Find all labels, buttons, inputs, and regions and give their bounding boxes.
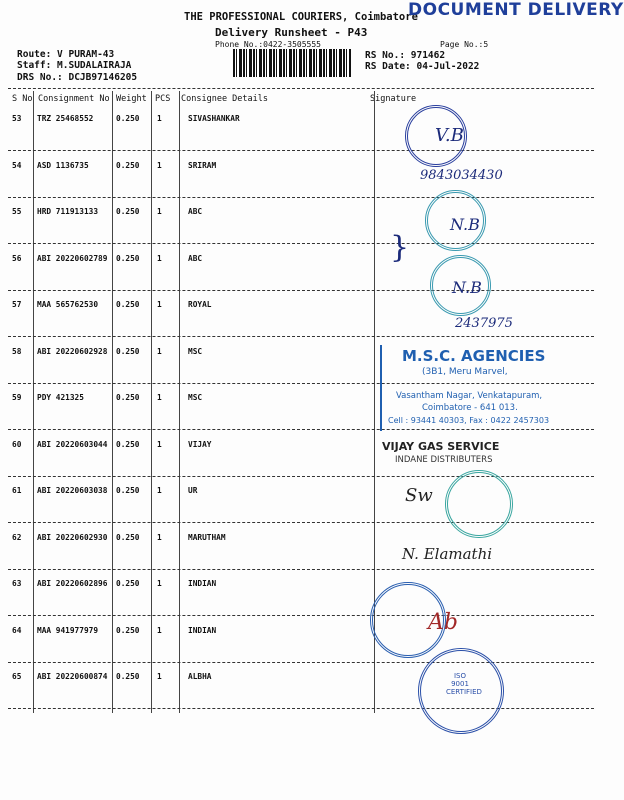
row-consignment: ABI 20220602896 (37, 579, 108, 588)
row-sno: 65 (12, 672, 22, 681)
signature-mark: N. Elamathi (402, 545, 493, 563)
row-consignee: VIJAY (188, 439, 212, 449)
signature-mark: N.B (452, 278, 482, 297)
row-consignee: ABC (188, 207, 203, 216)
row-weight: 0.250 (116, 114, 140, 123)
row-rule (8, 662, 594, 663)
staff: Staff: M.SUDALAIRAJA (17, 60, 132, 71)
row-weight: 0.250 (116, 579, 140, 588)
row-pcs: 1 (157, 672, 162, 681)
row-sno: 54 (12, 160, 22, 170)
row-consignment: ABI 20220602928 (37, 346, 108, 356)
row-rule (8, 243, 594, 244)
row-sno: 56 (12, 253, 22, 263)
col-signature: Signature (370, 94, 417, 104)
vijay-gas-name: VIJAY GAS SERVICE (382, 440, 500, 453)
row-sno: 60 (12, 439, 22, 449)
row-weight: 0.250 (116, 207, 140, 216)
row-weight: 0.250 (116, 300, 140, 309)
row-consignment: ASD 1136735 (37, 160, 89, 170)
row-pcs: 1 (157, 346, 162, 356)
row-pcs: 1 (157, 253, 162, 263)
row-pcs: 1 (157, 393, 162, 402)
column-divider (33, 91, 34, 713)
row-rule (8, 290, 594, 291)
row-consignee: MARUTHAM (188, 532, 226, 542)
row-sno: 62 (12, 532, 22, 542)
row-consignee: INDIAN (188, 579, 217, 588)
col-consignee: Consignee Details (181, 94, 268, 104)
row-pcs: 1 (157, 486, 162, 495)
row-consignment: PDY 421325 (37, 393, 84, 402)
row-consignment: ABI 20220603044 (37, 439, 108, 449)
row-weight: 0.250 (116, 532, 140, 542)
msc-contact: Cell : 93441 40303, Fax : 0422 2457303 (388, 416, 550, 425)
msc-address-line: Coimbatore - 641 013. (422, 403, 518, 413)
column-divider (179, 91, 180, 713)
barcode (233, 49, 351, 77)
marketing-round-stamp (445, 470, 513, 538)
msc-address-line: Vasantham Nagar, Venkatapuram, (396, 391, 543, 401)
column-divider (151, 91, 152, 713)
row-consignee: SRIRAM (188, 160, 217, 170)
row-consignee: INDIAN (188, 625, 217, 635)
alpha-iso: ISO (453, 672, 467, 680)
row-weight: 0.250 (116, 160, 140, 170)
row-rule (8, 615, 594, 616)
row-consignee: ROYAL (188, 300, 212, 309)
row-pcs: 1 (157, 160, 162, 170)
msc-address-line: (3B1, Meru Marvel, (422, 367, 508, 377)
row-rule (8, 476, 594, 477)
handwritten-phone: 9843034430 (420, 168, 503, 183)
row-consignment: HRD 711913133 (37, 207, 99, 216)
page-number: Page No.:5 (440, 40, 489, 49)
row-rule (8, 150, 594, 151)
rs-number: RS No.: 971462 (365, 50, 446, 61)
row-sno: 57 (12, 300, 22, 309)
col-pcs: PCS (155, 94, 171, 104)
alpha-9001: 9001 (451, 680, 469, 688)
col-consignment: Consignment No (38, 94, 110, 104)
row-weight: 0.250 (116, 393, 140, 402)
row-pcs: 1 (157, 207, 162, 216)
phone-number: Phone No.:0422-3505555 (215, 40, 321, 49)
row-pcs: 1 (157, 625, 162, 635)
row-sno: 59 (12, 393, 22, 402)
route: Route: V PURAM-43 (17, 49, 115, 60)
row-consignment: ABI 20220600874 (37, 672, 108, 681)
row-rule (8, 569, 594, 570)
row-consignment: MAA 565762530 (37, 300, 99, 309)
msc-name: M.S.C. AGENCIES (402, 347, 546, 365)
row-consignment: ABI 20220602789 (37, 253, 108, 263)
row-weight: 0.250 (116, 346, 140, 356)
row-rule (8, 336, 594, 337)
row-weight: 0.250 (116, 672, 140, 681)
handwritten-phone: 2437975 (455, 316, 513, 331)
alpha-iso-text (446, 672, 482, 696)
row-sno: 61 (12, 486, 22, 495)
row-consignment: MAA 941977979 (37, 625, 99, 635)
vijay-gas-sub: INDANE DISTRIBUTERS (395, 455, 493, 465)
row-weight: 0.250 (116, 439, 140, 449)
header-rule (8, 88, 594, 89)
row-sno: 63 (12, 579, 22, 588)
row-sno: 53 (12, 114, 22, 123)
row-weight: 0.250 (116, 625, 140, 635)
column-divider (112, 91, 113, 713)
row-rule (8, 197, 594, 198)
signature-mark: Sw (405, 485, 433, 506)
row-pcs: 1 (157, 579, 162, 588)
msc-agencies-stamp (380, 345, 570, 431)
row-rule (8, 708, 594, 709)
row-pcs: 1 (157, 114, 162, 123)
row-consignment: ABI 20220603038 (37, 486, 108, 495)
row-consignee: MSC (188, 346, 203, 356)
row-pcs: 1 (157, 439, 162, 449)
row-consignee: ALBHA (188, 672, 212, 681)
row-weight: 0.250 (116, 253, 140, 263)
row-pcs: 1 (157, 300, 162, 309)
signature-mark: N.B (450, 215, 480, 234)
row-consignee: MSC (188, 393, 203, 402)
row-sno: 58 (12, 346, 22, 356)
row-consignment: TRZ 25468552 (37, 114, 94, 123)
drs-number: DRS No.: DCJB97146205 (17, 72, 138, 83)
row-consignee: UR (188, 486, 198, 495)
alpha-certified: CERTIFIED (446, 688, 482, 696)
col-weight: Weight (116, 94, 147, 104)
brace-mark: } (390, 230, 410, 265)
row-pcs: 1 (157, 532, 162, 542)
row-sno: 55 (12, 207, 22, 216)
row-consignment: ABI 20220602930 (37, 532, 108, 542)
document-delivery-stamp: DOCUMENT DELIVERY (408, 0, 624, 20)
row-consignee: ABC (188, 253, 203, 263)
runsheet-title: Delivery Runsheet - P43 (215, 26, 368, 39)
signature-mark: V.B (435, 125, 464, 146)
row-consignee: SIVASHANKAR (188, 114, 240, 123)
rs-date: RS Date: 04-Jul-2022 (365, 61, 480, 72)
courier-title: THE PROFESSIONAL COURIERS, Coimbatore (184, 11, 418, 23)
col-sno: S No (12, 94, 33, 104)
signature-mark-red: Ab (428, 610, 458, 635)
row-sno: 64 (12, 625, 22, 635)
row-weight: 0.250 (116, 486, 140, 495)
